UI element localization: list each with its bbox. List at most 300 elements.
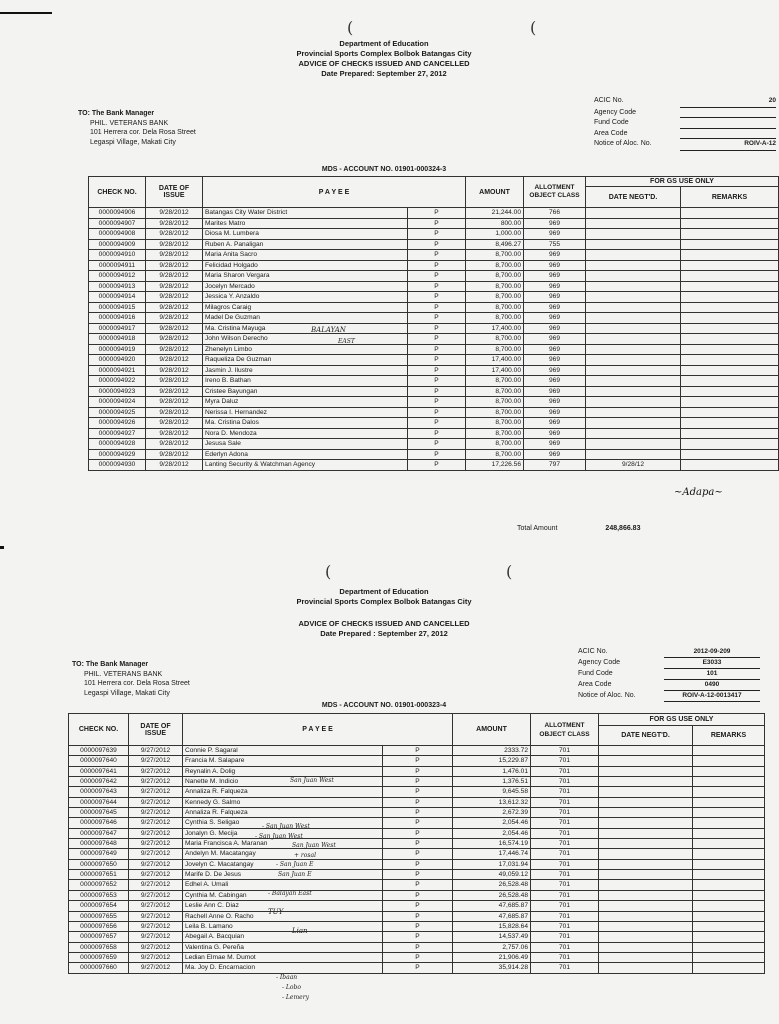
payee-type-cell: P: [408, 386, 466, 397]
date-negotiated-cell: [599, 828, 693, 838]
table-row: [89, 386, 779, 397]
check-number-cell: 0000094913: [89, 281, 146, 292]
payee-type-cell: P: [408, 281, 466, 292]
remarks-cell: [693, 818, 765, 828]
payee-cell: Francia M. Salapare: [183, 756, 383, 766]
date-negotiated-cell: [599, 756, 693, 766]
check-number-cell: 0000097639: [69, 746, 129, 756]
table-row: [89, 449, 779, 460]
payee-cell: Cristee Bayungan: [203, 386, 408, 397]
col-gs-use: FOR GS USE ONLY: [599, 714, 765, 726]
handwritten-note: BALAYAN: [311, 326, 346, 334]
addressee-title: TO: The Bank Manager: [78, 110, 155, 117]
date-negotiated-cell: [599, 818, 693, 828]
amount-cell: 800.00: [466, 218, 524, 229]
amount-cell: 47,685.87: [453, 901, 531, 911]
check-number-cell: 0000097647: [69, 828, 129, 838]
table-row: [69, 911, 765, 921]
issue-date-cell: 9/28/2012: [146, 334, 203, 345]
issue-date-cell: 9/28/2012: [146, 344, 203, 355]
object-class-cell: 969: [524, 292, 586, 303]
amount-cell: 26,528.48: [453, 880, 531, 890]
object-class-cell: 701: [531, 921, 599, 931]
object-class-cell: 755: [524, 239, 586, 250]
payee-type-cell: P: [383, 777, 453, 787]
check-number-cell: 0000097655: [69, 911, 129, 921]
date-negotiated-cell: [599, 839, 693, 849]
table-row: [69, 746, 765, 756]
remarks-cell: [693, 942, 765, 952]
issue-date-cell: 9/27/2012: [129, 901, 183, 911]
payee-cell: Jasmin J. Ilustre: [203, 365, 408, 376]
table-row: [89, 376, 779, 387]
meta-value: 101: [664, 669, 760, 680]
check-number-cell: 0000094929: [89, 449, 146, 460]
meta-label: Area Code: [578, 681, 612, 688]
remarks-cell: [681, 407, 779, 418]
table-row: [69, 797, 765, 807]
remarks-cell: [681, 292, 779, 303]
check-number-cell: 0000094927: [89, 428, 146, 439]
payee-cell: Jesusa Sale: [203, 439, 408, 450]
payee-cell: Maria Sharon Vergara: [203, 271, 408, 282]
object-class-cell: 969: [524, 376, 586, 387]
date-negotiated-cell: [586, 292, 681, 303]
table-row: [69, 932, 765, 942]
payee-cell: Ireno B. Bathan: [203, 376, 408, 387]
issue-date-cell: 9/28/2012: [146, 439, 203, 450]
amount-cell: 8,700.00: [466, 386, 524, 397]
payee-cell: Ledian Elmae M. Dumot: [183, 952, 383, 962]
object-class-cell: 701: [531, 859, 599, 869]
amount-cell: 2,054.46: [453, 818, 531, 828]
reference-codes: [594, 96, 776, 151]
issue-date-cell: 9/28/2012: [146, 449, 203, 460]
payee-type-cell: P: [383, 797, 453, 807]
issue-date-cell: 9/27/2012: [129, 828, 183, 838]
col-allotment: ALLOTMENT OBJECT CLASS: [524, 177, 586, 208]
check-number-cell: 0000094926: [89, 418, 146, 429]
table-row: [69, 849, 765, 859]
date-negotiated-cell: [586, 397, 681, 408]
date-negotiated-cell: 9/28/12: [586, 460, 681, 471]
payee-type-cell: P: [383, 870, 453, 880]
date-negotiated-cell: [599, 963, 693, 973]
issue-date-cell: 9/28/2012: [146, 292, 203, 303]
payee-type-cell: P: [408, 218, 466, 229]
object-class-cell: 701: [531, 870, 599, 880]
payee-type-cell: P: [408, 365, 466, 376]
col-gs-use: FOR GS USE ONLY: [586, 177, 779, 187]
amount-cell: 2333.72: [453, 746, 531, 756]
check-number-cell: 0000097658: [69, 942, 129, 952]
issue-date-cell: 9/27/2012: [129, 766, 183, 776]
payee-type-cell: P: [408, 239, 466, 250]
office-name: Provincial Sports Complex Bolbok Batangas City: [296, 597, 472, 606]
remarks-cell: [693, 901, 765, 911]
issue-date-cell: 9/27/2012: [129, 849, 183, 859]
date-negotiated-cell: [599, 859, 693, 869]
remarks-cell: [681, 344, 779, 355]
check-number-cell: 0000094914: [89, 292, 146, 303]
payee-cell: Ruben A. Panaligan: [203, 239, 408, 250]
table-row: [89, 302, 779, 313]
payee-type-cell: P: [408, 271, 466, 282]
issue-date-cell: 9/28/2012: [146, 239, 203, 250]
meta-label: Fund Code: [578, 670, 613, 677]
date-negotiated-cell: [586, 407, 681, 418]
check-number-cell: 0000094919: [89, 344, 146, 355]
check-number-cell: 0000094908: [89, 229, 146, 240]
date-negotiated-cell: [586, 302, 681, 313]
check-number-cell: 0000094912: [89, 271, 146, 282]
table-row: [69, 859, 765, 869]
remarks-cell: [693, 952, 765, 962]
issue-date-cell: 9/28/2012: [146, 428, 203, 439]
check-number-cell: 0000097644: [69, 797, 129, 807]
date-negotiated-cell: [599, 921, 693, 931]
col-allotment: ALLOTMENT OBJECT CLASS: [531, 714, 599, 746]
object-class-cell: 701: [531, 766, 599, 776]
payee-cell: Reynalin A. Dolig: [183, 766, 383, 776]
account-number: MDS - ACCOUNT NO. 01901-000324-3: [321, 166, 447, 173]
check-number-cell: 0000094920: [89, 355, 146, 366]
date-negotiated-cell: [586, 344, 681, 355]
reference-codes: [578, 647, 760, 702]
check-number-cell: 0000097643: [69, 787, 129, 797]
issue-date-cell: 9/28/2012: [146, 355, 203, 366]
payee-cell: Jocelyn Mercado: [203, 281, 408, 292]
object-class-cell: 969: [524, 323, 586, 334]
table-row: [89, 355, 779, 366]
handwritten-note: TUY: [268, 908, 284, 916]
object-class-cell: 969: [524, 229, 586, 240]
check-number-cell: 0000094918: [89, 334, 146, 345]
remarks-cell: [693, 808, 765, 818]
payee-cell: Batangas City Water District: [203, 208, 408, 219]
remarks-cell: [693, 880, 765, 890]
object-class-cell: 701: [531, 828, 599, 838]
meta-value: [680, 108, 776, 119]
amount-cell: 15,828.64: [453, 921, 531, 931]
meta-label: ACIC No.: [594, 97, 624, 104]
document-header: [0, 587, 768, 639]
meta-label: Fund Code: [594, 119, 629, 126]
payee-type-cell: P: [408, 418, 466, 429]
issue-date-cell: 9/27/2012: [129, 921, 183, 931]
object-class-cell: 969: [524, 439, 586, 450]
issue-date-cell: 9/28/2012: [146, 313, 203, 324]
date-negotiated-cell: [599, 808, 693, 818]
issue-date-cell: 9/27/2012: [129, 870, 183, 880]
total-amount: [517, 525, 640, 532]
checks-table-body: [69, 746, 765, 974]
meta-fund: [594, 118, 776, 129]
department-name: Department of Education: [339, 587, 429, 596]
date-negotiated-cell: [586, 418, 681, 429]
payee-cell: Rachell Anne O. Racho: [183, 911, 383, 921]
issue-date-cell: 9/28/2012: [146, 397, 203, 408]
object-class-cell: 701: [531, 952, 599, 962]
check-number-cell: 0000097648: [69, 839, 129, 849]
handwritten-note: - San Juan E: [276, 861, 314, 868]
issue-date-cell: 9/27/2012: [129, 963, 183, 973]
payee-cell: Leslie Ann C. Diaz: [183, 901, 383, 911]
date-negotiated-cell: [586, 439, 681, 450]
table-row: [89, 323, 779, 334]
handwritten-note: - Lemery: [282, 994, 309, 1001]
issue-date-cell: 9/27/2012: [129, 746, 183, 756]
remarks-cell: [681, 302, 779, 313]
bank-street: 101 Herrera cor. Dela Rosa Street: [84, 680, 190, 687]
remarks-cell: [693, 849, 765, 859]
amount-cell: 8,700.00: [466, 302, 524, 313]
object-class-cell: 969: [524, 344, 586, 355]
date-negotiated-cell: [586, 208, 681, 219]
meta-notice: [578, 691, 760, 702]
issue-date-cell: 9/28/2012: [146, 229, 203, 240]
handwritten-note: Lian: [292, 927, 308, 935]
amount-cell: 14,537.49: [453, 932, 531, 942]
amount-cell: 17,226.56: [466, 460, 524, 471]
handwritten-note: San Juan West: [292, 842, 336, 849]
payee-cell: Nanette M. Indicio: [183, 777, 383, 787]
check-number-cell: 0000094911: [89, 260, 146, 271]
check-number-cell: 0000097660: [69, 963, 129, 973]
payee-cell: Jovelyn C. Macatangay: [183, 859, 383, 869]
col-check-no: CHECK NO.: [69, 714, 129, 746]
amount-cell: 47,685.87: [453, 911, 531, 921]
date-negotiated-cell: [586, 281, 681, 292]
table-row: [69, 766, 765, 776]
remarks-cell: [681, 313, 779, 324]
payee-cell: Myra Daluz: [203, 397, 408, 408]
payee-cell: Zhenelyn Limbo: [203, 344, 408, 355]
remarks-cell: [693, 787, 765, 797]
meta-value: ROIV-A-12: [680, 139, 776, 151]
payee-type-cell: P: [408, 344, 466, 355]
bank-name: PHIL. VETERANS BANK: [84, 670, 163, 678]
table-row: [69, 921, 765, 931]
object-class-cell: 969: [524, 218, 586, 229]
issue-date-cell: 9/27/2012: [129, 890, 183, 900]
checks-table-body: [89, 208, 779, 471]
amount-cell: 8,700.00: [466, 281, 524, 292]
meta-value: [680, 118, 776, 129]
object-class-cell: 797: [524, 460, 586, 471]
amount-cell: 8,700.00: [466, 418, 524, 429]
payee-type-cell: P: [408, 428, 466, 439]
remarks-cell: [681, 229, 779, 240]
amount-cell: 1,376.51: [453, 777, 531, 787]
remarks-cell: [693, 921, 765, 931]
payee-cell: Raqueliza De Guzman: [203, 355, 408, 366]
date-negotiated-cell: [599, 901, 693, 911]
remarks-cell: [693, 766, 765, 776]
check-number-cell: 0000094915: [89, 302, 146, 313]
payee-type-cell: P: [383, 746, 453, 756]
issue-date-cell: 9/28/2012: [146, 407, 203, 418]
object-class-cell: 701: [531, 839, 599, 849]
payee-cell: Abegail A. Bacquian: [183, 932, 383, 942]
date-negotiated-cell: [586, 229, 681, 240]
issue-date-cell: 9/28/2012: [146, 208, 203, 219]
table-row: [69, 777, 765, 787]
date-negotiated-cell: [599, 942, 693, 952]
table-row: [89, 334, 779, 345]
table-row: [89, 271, 779, 282]
meta-label: ACIC No.: [578, 648, 608, 655]
handwritten-note: San Juan E: [278, 871, 312, 878]
amount-cell: 8,496.27: [466, 239, 524, 250]
total-label: Total Amount: [517, 525, 558, 532]
check-advice-page-2: [0, 556, 768, 1024]
amount-cell: 8,700.00: [466, 344, 524, 355]
remarks-cell: [681, 334, 779, 345]
payee-type-cell: P: [408, 355, 466, 366]
payee-cell: John Wilson Derecho: [203, 334, 408, 345]
meta-value: [680, 129, 776, 140]
table-row: [89, 344, 779, 355]
bank-city: Legaspi Village, Makati City: [84, 689, 170, 697]
check-number-cell: 0000097652: [69, 880, 129, 890]
check-number-cell: 0000094910: [89, 250, 146, 261]
check-number-cell: 0000097653: [69, 890, 129, 900]
meta-value: ROIV-A-12-0013417: [664, 691, 760, 702]
payee-cell: Diosa M. Lumbera: [203, 229, 408, 240]
payee-type-cell: P: [408, 313, 466, 324]
payee-type-cell: P: [408, 323, 466, 334]
payee-cell: Annaliza R. Falqueza: [183, 808, 383, 818]
issue-date-cell: 9/27/2012: [129, 839, 183, 849]
issue-date-cell: 9/28/2012: [146, 250, 203, 261]
issue-date-cell: 9/27/2012: [129, 797, 183, 807]
payee-cell: Jessica Y. Anzaldo: [203, 292, 408, 303]
table-row: [89, 250, 779, 261]
issue-date-cell: 9/27/2012: [129, 952, 183, 962]
table-row: [69, 808, 765, 818]
object-class-cell: 969: [524, 428, 586, 439]
remarks-cell: [681, 260, 779, 271]
payee-type-cell: P: [383, 756, 453, 766]
check-number-cell: 0000097657: [69, 932, 129, 942]
remarks-cell: [681, 271, 779, 282]
payee-type-cell: P: [383, 921, 453, 931]
date-negotiated-cell: [599, 777, 693, 787]
table-row: [89, 260, 779, 271]
payee-type-cell: P: [383, 942, 453, 952]
check-number-cell: 0000094928: [89, 439, 146, 450]
edge-mark: [0, 546, 4, 549]
scan-mark: (: [506, 562, 513, 581]
amount-cell: 2,054.46: [453, 828, 531, 838]
table-row: [89, 218, 779, 229]
payee-cell: Cynthia S. Seligao: [183, 818, 383, 828]
object-class-cell: 701: [531, 911, 599, 921]
remarks-cell: [693, 932, 765, 942]
meta-fund: [578, 669, 760, 680]
handwritten-note: - San Juan West: [255, 833, 303, 840]
meta-label: Area Code: [594, 129, 628, 137]
bank-name: PHIL. VETERANS BANK: [90, 119, 169, 127]
issue-date-cell: 9/27/2012: [129, 756, 183, 766]
amount-cell: 8,700.00: [466, 260, 524, 271]
payee-type-cell: P: [383, 766, 453, 776]
object-class-cell: 701: [531, 880, 599, 890]
amount-cell: 17,031.94: [453, 859, 531, 869]
payee-cell: Marife D. De Jesus: [183, 870, 383, 880]
remarks-cell: [681, 460, 779, 471]
amount-cell: 13,612.32: [453, 797, 531, 807]
col-remarks: REMARKS: [681, 187, 779, 208]
payee-cell: Maria Francisca A. Maranan: [183, 839, 383, 849]
date-negotiated-cell: [586, 323, 681, 334]
meta-agency: [594, 108, 776, 119]
payee-cell: Valentina G. Pereña: [183, 942, 383, 952]
date-negotiated-cell: [586, 218, 681, 229]
table-row: [69, 756, 765, 766]
payee-type-cell: P: [408, 449, 466, 460]
remarks-cell: [681, 418, 779, 429]
check-number-cell: 0000094925: [89, 407, 146, 418]
amount-cell: 2,757.06: [453, 942, 531, 952]
remarks-cell: [681, 439, 779, 450]
amount-cell: 49,059.12: [453, 870, 531, 880]
object-class-cell: 969: [524, 281, 586, 292]
issue-date-cell: 9/27/2012: [129, 808, 183, 818]
object-class-cell: 701: [531, 808, 599, 818]
payee-cell: Ma. Cristina Mayuga: [203, 323, 408, 334]
object-class-cell: 969: [524, 271, 586, 282]
check-number-cell: 0000097641: [69, 766, 129, 776]
table-row: [69, 963, 765, 973]
payee-cell: Milagros Caraig: [203, 302, 408, 313]
object-class-cell: 969: [524, 355, 586, 366]
check-number-cell: 0000094922: [89, 376, 146, 387]
object-class-cell: 969: [524, 313, 586, 324]
date-negotiated-cell: [599, 952, 693, 962]
remarks-cell: [681, 428, 779, 439]
remarks-cell: [681, 365, 779, 376]
amount-cell: 8,700.00: [466, 271, 524, 282]
bank-city: Legaspi Village, Makati City: [90, 138, 176, 146]
col-check-no: CHECK NO.: [89, 177, 146, 208]
document-title: ADVICE OF CHECKS ISSUED AND CANCELLED: [298, 59, 470, 68]
meta-area: [594, 129, 776, 140]
object-class-cell: 969: [524, 386, 586, 397]
amount-cell: 8,700.00: [466, 397, 524, 408]
col-payee: P A Y E E: [203, 177, 466, 208]
edge-mark: [0, 12, 52, 14]
remarks-cell: [693, 797, 765, 807]
payee-type-cell: P: [408, 376, 466, 387]
amount-cell: 8,700.00: [466, 313, 524, 324]
payee-type-cell: P: [408, 302, 466, 313]
table-row: [69, 839, 765, 849]
object-class-cell: 701: [531, 963, 599, 973]
payee-type-cell: P: [383, 932, 453, 942]
date-negotiated-cell: [586, 250, 681, 261]
remarks-cell: [681, 250, 779, 261]
payee-cell: Felicidad Holgado: [203, 260, 408, 271]
payee-type-cell: P: [383, 808, 453, 818]
payee-cell: Marites Matro: [203, 218, 408, 229]
table-row: [89, 407, 779, 418]
issue-date-cell: 9/27/2012: [129, 942, 183, 952]
check-number-cell: 0000097659: [69, 952, 129, 962]
payee-cell: Nora D. Mendoza: [203, 428, 408, 439]
meta-value: 20: [680, 96, 776, 108]
